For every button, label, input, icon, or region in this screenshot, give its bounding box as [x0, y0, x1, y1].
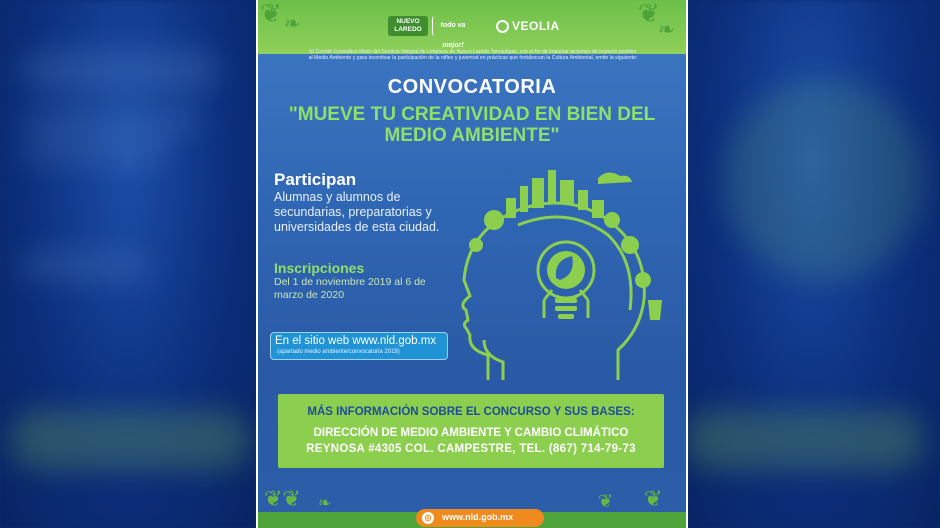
participan-text: Alumnas y alumnos de secundarias, preparatorias y universidades de esta ciudad. [274, 190, 440, 234]
leaf-icon: ❦ [644, 486, 663, 511]
inscripciones-heading: Inscripciones [274, 260, 365, 276]
leaf-icon: ❧ [318, 495, 332, 512]
blurred-background-right [684, 0, 940, 528]
inscripciones-dates: Del 1 de noviembre 2019 al 6 de marzo de 2020 [274, 276, 426, 301]
veolia-logo: VEOLIA [496, 19, 560, 33]
eco-head-illustration [448, 150, 686, 390]
footer-url-badge[interactable] [416, 509, 544, 527]
leaf-icon: ❦❦ [264, 486, 301, 511]
leaf-icon: ❧ [284, 13, 301, 35]
footer-url[interactable]: www.nld.gob.mx [442, 512, 514, 522]
convocatoria-heading: CONVOCATORIA [387, 76, 557, 98]
website-link[interactable]: En el sitio web www.nld.gob.mx [275, 335, 437, 347]
todo-va-mejor-logo: todo va mejor! [432, 16, 473, 36]
blurred-background-left [0, 0, 256, 528]
leaf-icon: ❦ [638, 0, 660, 28]
lightbulb-icon [538, 242, 594, 319]
website-note: (apartado medio ambiente/convocatoria 2019) [277, 349, 400, 355]
head-silhouette-icon [463, 203, 645, 380]
leaf-icon: ❦ [260, 0, 282, 28]
leaf-icon: ❦ [598, 491, 614, 511]
globe-icon: ◎ [422, 512, 434, 524]
logo-row [258, 13, 686, 49]
leaf-icon: ❧ [658, 19, 675, 41]
nuevo-laredo-logo: NUEVO LAREDO [388, 16, 428, 36]
info-box [278, 394, 664, 468]
info-address: REYNOSA #4305 COL. CAMPESTRE, TEL. (867) 714-79-73 [306, 443, 636, 455]
website-box[interactable] [270, 332, 448, 360]
participan-heading: Participan [274, 170, 357, 189]
poster [256, 0, 688, 528]
contest-title: "MUEVE TU CREATIVIDAD EN BIEN DEL MEDIO AMBIENTE" [288, 104, 656, 146]
intro-text: El Comité Consultivo Mixto del Servicio Integral de Limpieza de Nuevo Laredo Tamaulipas, con el fin de impulsar acciones de impacto positivo al Medio Ambiente y para incentivar la participación de la niñez y juventud en prácticas que fortalezcan la Cultura Ambiental, emite la siguiente: [308, 49, 638, 62]
info-department: DIRECCIÓN DE MEDIO AMBIENTE Y CAMBIO CLIMÁTICO [313, 427, 629, 439]
info-heading: MÁS INFORMACIÓN SOBRE EL CONCURSO Y SUS BASES: [307, 406, 635, 418]
